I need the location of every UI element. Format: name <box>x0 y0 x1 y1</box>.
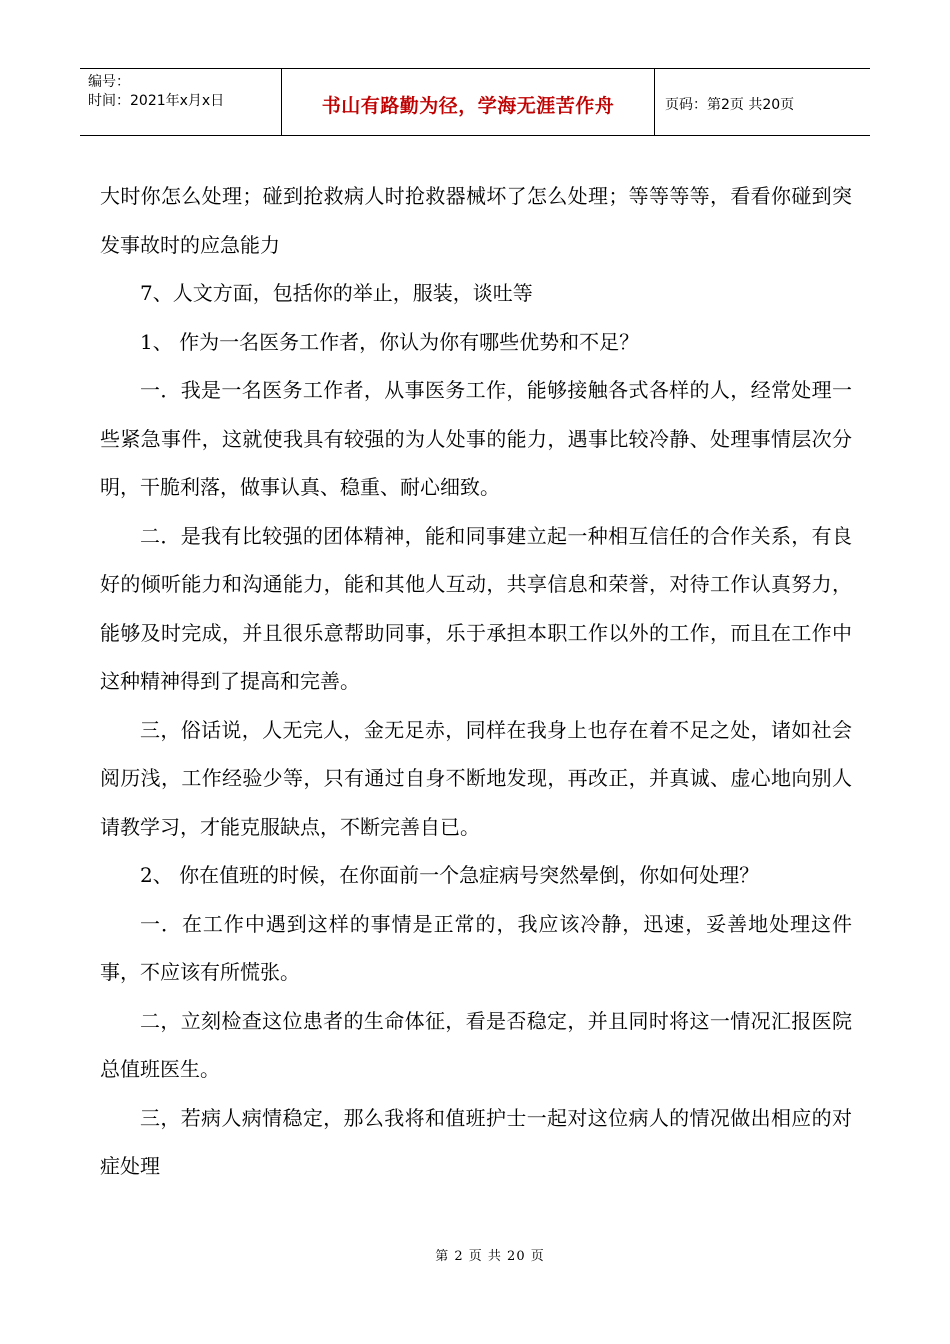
page-footer: 第 2 页 共 20 页 <box>435 1249 545 1264</box>
header-page-info: 页码：第2页 共20页 <box>665 97 795 113</box>
header-meta-cell <box>80 69 282 135</box>
date-label: 时间：2021年x月x日 <box>88 93 225 109</box>
number-label: 编号： <box>88 74 130 90</box>
paragraph: 三，俗话说，人无完人，金无足赤，同样在我身上也存在着不足之处，诸如社会阅历浅，工作经验少等，只有通过自身不断地发现，再改正，并真诚、虚心地向别人请教学习，才能克服缺点，不断完善自已。 <box>100 717 852 839</box>
paragraph: 7、人文方面，包括你的举止，服装，谈吐等 <box>140 281 533 305</box>
paragraph: 一．我是一名医务工作者，从事医务工作，能够接触各式各样的人，经常处理一些紧急事件，这就使我具有较强的为人处事的能力，遇事比较冷静、处理事情层次分明，干脆利落，做事认真、稳重、耐心细致。 <box>100 378 852 499</box>
paragraph: 一．在工作中遇到这样的事情是正常的，我应该冷静，迅速，妥善地处理这件事，不应该有所慌张。 <box>100 911 852 984</box>
header-motto: 书山有路勤为径，学海无涯苦作舟 <box>282 69 655 135</box>
paragraph: 二，立刻检查这位患者的生命体征，看是否稳定，并且同时将这一情况汇报医院总值班医生。 <box>100 1008 852 1081</box>
paragraph: 二．是我有比较强的团体精神，能和同事建立起一种相互信任的合作关系，有良好的倾听能力和沟通能力，能和其他人互动，共享信息和荣誉，对待工作认真努力，能够及时完成，并且很乐意帮助同事，乐于承担本职工作以外的工作，而且在工作中这种精神得到了提高和完善。 <box>100 523 852 693</box>
paragraph: 大时你怎么处理；碰到抢救病人时抢救器械坏了怎么处理；等等等等，看看你碰到突发事故时的应急能力 <box>100 184 852 257</box>
question-heading: 2、 你在值班的时候，在你面前一个急症病号突然晕倒，你如何处理？ <box>140 863 760 887</box>
document-body <box>100 172 852 1191</box>
question-heading: 1、 作为一名医务工作者，你认为你有哪些优势和不足？ <box>140 329 640 354</box>
document-header <box>80 68 870 136</box>
paragraph: 三，若病人病情稳定，那么我将和值班护士一起对这位病人的情况做出相应的对症处理 <box>100 1105 852 1178</box>
